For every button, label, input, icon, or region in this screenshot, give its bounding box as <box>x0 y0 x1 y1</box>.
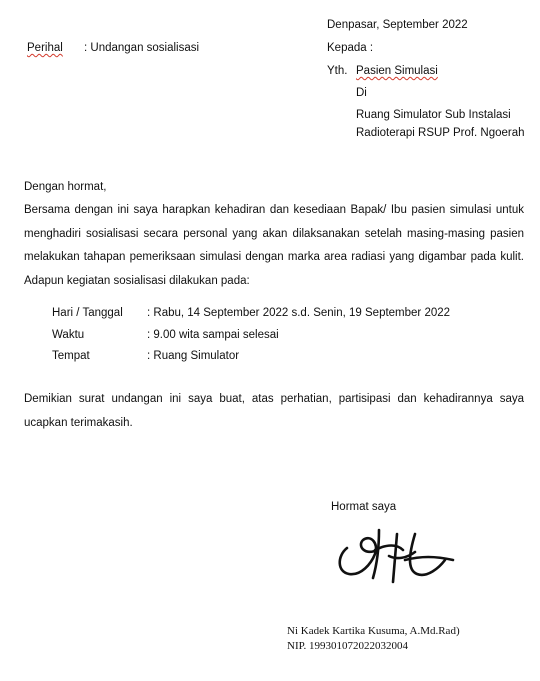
paragraph-line: Adapun kegiatan sosialisasi dilakukan pada: <box>24 274 250 287</box>
signatory-name: Ni Kadek Kartika Kusuma, A.Md.Rad) <box>287 625 460 637</box>
detail-label: Tempat <box>52 350 90 362</box>
recipient-name: Pasien Simulasi <box>356 65 438 77</box>
paragraph-line: ucapkan terimakasih. <box>24 416 133 429</box>
location-line-1: Ruang Simulator Sub Instalasi <box>356 109 511 121</box>
place-date: Denpasar, September 2022 <box>327 19 468 31</box>
yth-label: Yth. <box>327 65 348 77</box>
di-label: Di <box>356 87 367 99</box>
paragraph-intro <box>24 199 524 293</box>
paragraph-line: melakukan tahapan pemeriksaan simulasi dengan marka area radiasi yang digambar pada kulit. <box>24 251 524 263</box>
signature-image <box>335 520 470 590</box>
greeting: Dengan hormat, <box>24 181 107 193</box>
detail-label: Waktu <box>52 329 85 341</box>
paragraph-line: menghadiri sosialisasi secara personal yang akan dilaksanakan setelah masing-masing pasien <box>24 227 524 240</box>
paragraph-line: Bersama dengan ini saya harapkan kehadiran dan kesediaan Bapak/ Ibu pasien simulasi untuk <box>24 204 524 216</box>
detail-value: : Rabu, 14 September 2022 s.d. Senin, 19 September 2022 <box>147 307 451 319</box>
detail-row-time <box>52 329 279 349</box>
perihal-label: Perihal <box>27 42 63 54</box>
kepada-label: Kepada : <box>327 42 374 54</box>
detail-label: Hari / Tanggal <box>52 307 123 319</box>
paragraph-closing <box>24 388 524 435</box>
hormat-saya: Hormat saya <box>331 501 397 513</box>
signatory-nip: NIP. 199301072022032004 <box>287 640 409 652</box>
detail-row-date <box>52 307 450 327</box>
paragraph-line: Demikian surat undangan ini saya buat, atas perhatian, partisipasi dan kehadirannya saya <box>24 393 524 405</box>
perihal-value: : Undangan sosialisasi <box>84 42 200 54</box>
detail-value: : 9.00 wita sampai selesai <box>147 329 279 341</box>
detail-value: : Ruang Simulator <box>147 350 240 362</box>
detail-row-place <box>52 350 239 370</box>
location-line-2: Radioterapi RSUP Prof. Ngoerah <box>356 127 525 139</box>
